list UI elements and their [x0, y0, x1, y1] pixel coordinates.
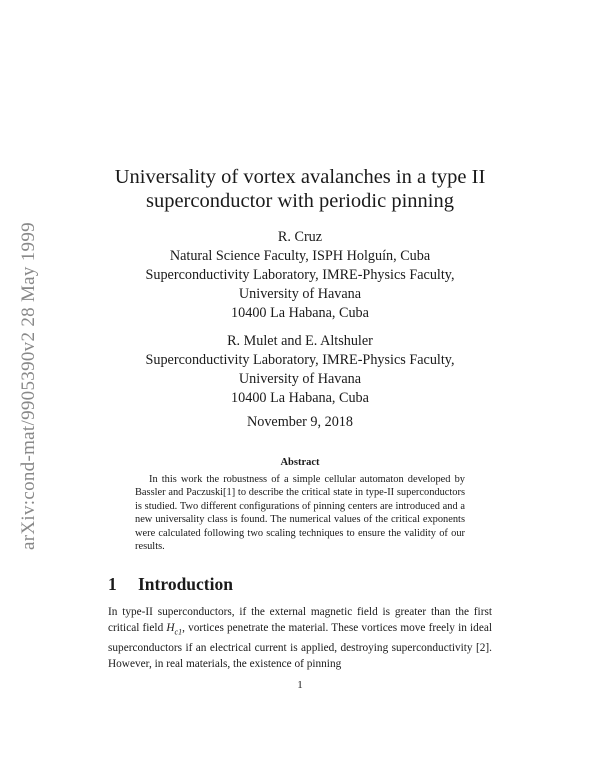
affiliation-line: University of Havana — [238, 286, 362, 302]
affiliation-line: 10400 La Habana, Cuba — [231, 305, 369, 321]
math-symbol-h: H — [166, 622, 175, 634]
affiliation-line: University of Havana — [238, 371, 362, 387]
math-subscript: c1 — [174, 627, 183, 637]
author-block-1 — [80, 228, 520, 323]
author-name: R. Mulet and E. Altshuler — [227, 333, 373, 349]
section-heading — [108, 574, 233, 595]
title-line: superconductor with periodic pinning — [145, 190, 454, 212]
title-line: Universality of vortex avalanches in a type II — [114, 166, 486, 188]
affiliation-line: Superconductivity Laboratory, IMRE-Physics Faculty, — [145, 352, 455, 368]
arxiv-identifier-text: arXiv:cond-mat/9905390v2 28 May 1999 — [18, 222, 39, 550]
abstract-text: In this work the robustness of a simple cellular automaton developed by Bassler and Paczuski[1] to describe the critical state in type-II superconductors is studied. Two different configurations of pinning centers are introduced and a new universality class is found. The numerical values of the critical exponents were calculated following two scaling techniques to ensure the validity of our results. — [135, 474, 465, 553]
intro-text-part: , vortices penetrate the material. These vortices move freely in ideal superconductors if an electrical current is applied, destroying superconductivity [2]. However, in real materials, the existence of pinning — [108, 622, 492, 671]
section-title: Introduction — [138, 574, 233, 594]
page-number: 1 — [297, 679, 303, 691]
author-name: R. Cruz — [277, 229, 323, 245]
introduction-paragraph — [108, 604, 492, 672]
affiliation-line: Superconductivity Laboratory, IMRE-Physics Faculty, — [145, 267, 455, 283]
arxiv-identifier-stamp — [18, 190, 42, 550]
author-block-2 — [80, 332, 520, 408]
section-number: 1 — [108, 574, 117, 594]
paper-date: November 9, 2018 — [247, 414, 353, 430]
abstract-heading: Abstract — [280, 457, 320, 468]
affiliation-line: Natural Science Faculty, ISPH Holguín, Cuba — [169, 248, 431, 264]
paper-title — [80, 165, 520, 213]
intro-text-part: In type-II superconductors, if the external magnetic field is greater than the first critical field — [108, 606, 492, 634]
affiliation-line: 10400 La Habana, Cuba — [231, 390, 369, 406]
